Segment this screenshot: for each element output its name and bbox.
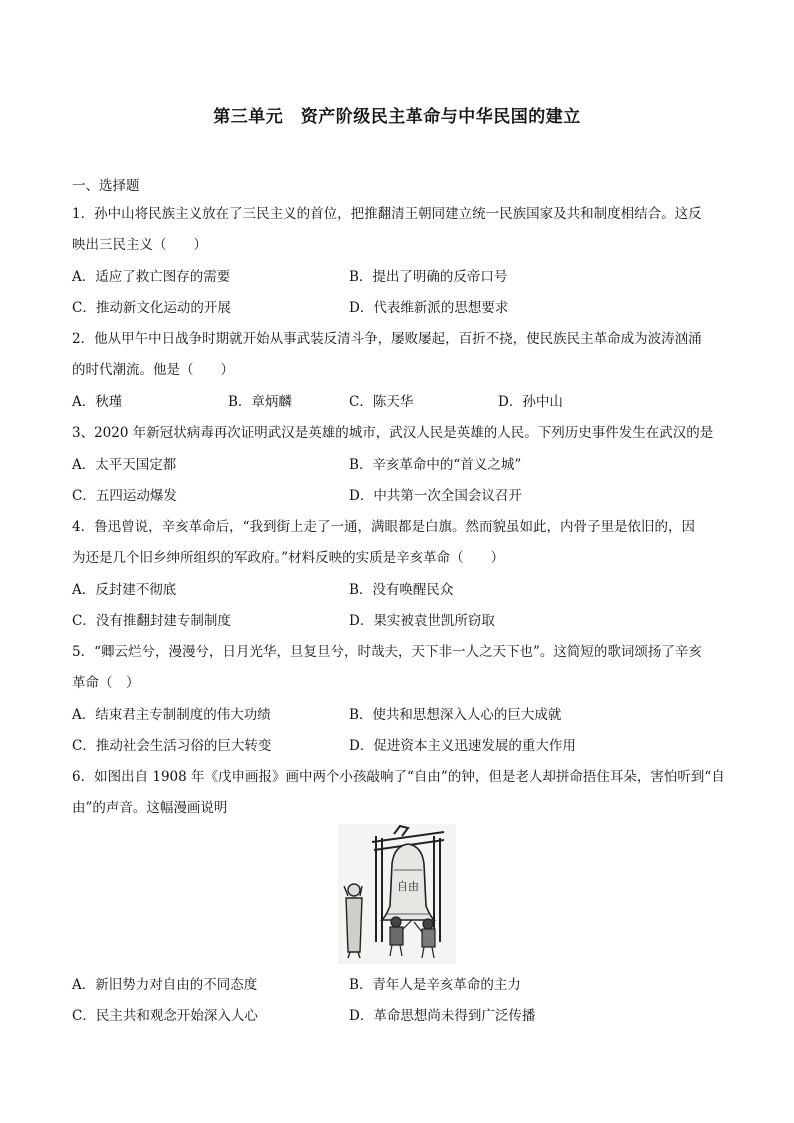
question-5-stem: 5．“卿云烂兮，漫漫兮，日月光华，旦复旦兮，时哉夫，天下非一人之天下也”。这简短的歌词颂扬了辛亥 — [72, 644, 702, 660]
question-6-stem: 6．如图出自 1908 年《戊申画报》画中两个小孩敲响了“自由”的钟，但是老人却拼命捂住耳朵，害怕听到“自 — [72, 769, 725, 785]
question-5-option-d: D．促进资本主义迅速发展的重大作用 — [349, 738, 576, 754]
question-2-option-b: B．章炳麟 — [228, 394, 292, 410]
question-4-option-d: D．果实被袁世凯所窃取 — [349, 613, 495, 629]
question-6-option-c: C．民主共和观念开始深入人心 — [72, 1008, 258, 1024]
question-5-stem-cont: 革命（ ） — [72, 675, 140, 691]
question-4-option-c: C．没有推翻封建专制制度 — [72, 613, 231, 629]
question-2-option-d: D．孙中山 — [498, 394, 563, 410]
question-6-option-d: D．革命思想尚未得到广泛传播 — [349, 1008, 536, 1024]
question-3-option-d: D．中共第一次全国会议召开 — [349, 488, 522, 504]
question-3-stem: 3、2020 年新冠状病毒再次证明武汉是英雄的城市，武汉人民是英雄的人民。下列历史事件发生在武汉的是 — [72, 425, 714, 441]
question-4-option-b: B．没有唤醒民众 — [349, 582, 454, 598]
question-2-stem: 2．他从甲午中日战争时期就开始从事武装反清斗争，屡败屡起，百折不挠，使民族民主革命成为波涛汹涌 — [72, 331, 702, 347]
question-4-stem: 4．鲁迅曾说，辛亥革命后，“我到街上走了一通，满眼都是白旗。然而貌虽如此，内骨子里是依旧的，因 — [72, 519, 695, 535]
question-6-option-b: B．青年人是辛亥革命的主力 — [349, 977, 521, 993]
question-1-option-c: C．推动新文化运动的开展 — [72, 300, 231, 316]
liberty-bell-cartoon — [338, 824, 456, 964]
question-6-stem-cont: 由”的声音。这幅漫画说明 — [72, 800, 228, 816]
question-4-stem-cont: 为还是几个旧乡绅所组织的军政府。”材料反映的实质是辛亥革命（ ） — [72, 550, 505, 566]
question-2-option-a: A．秋瑾 — [72, 394, 123, 410]
question-2-option-c: C．陈天华 — [349, 394, 414, 410]
page-title: 第三单元 资产阶级民主革命与中华民国的建立 — [213, 107, 581, 127]
question-3-option-a: A．太平天国定都 — [72, 457, 177, 473]
bell-inscription: 自由 — [397, 880, 419, 893]
question-5-option-a: A．结束君主专制制度的伟大功绩 — [72, 707, 271, 723]
question-1-option-b: B．提出了明确的反帝口号 — [349, 269, 508, 285]
question-3-option-c: C．五四运动爆发 — [72, 488, 177, 504]
question-1-option-a: A．适应了救亡图存的需要 — [72, 269, 231, 285]
question-1-option-d: D．代表维新派的思想要求 — [349, 300, 509, 316]
question-1-stem: 1．孙中山将民族主义放在了三民主义的首位，把推翻清王朝同建立统一民族国家及共和制度相结合。这反 — [72, 206, 702, 222]
question-3-option-b: B．辛亥革命中的“首义之城” — [349, 457, 522, 473]
question-5-option-c: C．推动社会生活习俗的巨大转变 — [72, 738, 272, 754]
question-6-option-a: A．新旧势力对自由的不同态度 — [72, 977, 258, 993]
question-2-stem-cont: 的时代潮流。他是（ ） — [72, 362, 234, 378]
section-heading: 一、选择题 — [72, 178, 140, 194]
question-1-stem-cont: 映出三民主义（ ） — [72, 237, 207, 253]
question-4-option-a: A．反封建不彻底 — [72, 582, 177, 598]
question-5-option-b: B．使共和思想深入人心的巨大成就 — [349, 707, 562, 723]
